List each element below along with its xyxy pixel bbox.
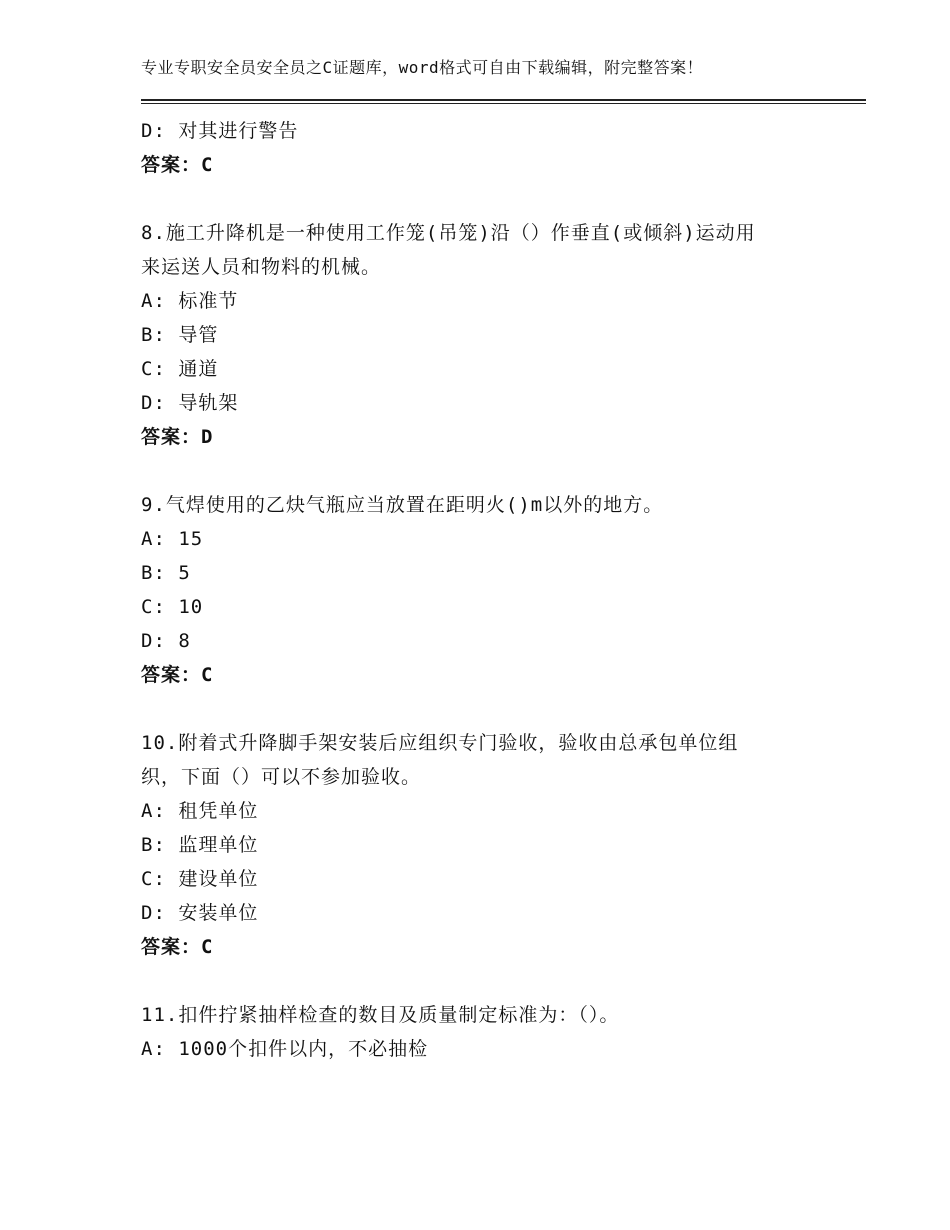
option-c: C: 建设单位 [141,868,259,890]
option-a: A: 15 [141,528,204,550]
question-11 [141,998,841,1066]
question-stem: 10.附着式升降脚手架安装后应组织专门验收，验收由总承包单位组 [141,732,739,754]
page-header: 专业专职安全员安全员之C证题库，word格式可自由下载编辑，附完整答案！ [141,58,704,77]
question-10 [141,726,841,964]
answer-label: 答案：D [141,426,214,448]
question-stem: 9.气焊使用的乙炔气瓶应当放置在距明火()m以外的地方。 [141,494,664,516]
option-d: D: 8 [141,630,191,652]
question-stem-continued: 织，下面（）可以不参加验收。 [141,766,422,788]
option-b: B: 导管 [141,324,219,346]
question-9 [141,488,841,692]
answer-label: 答案：C [141,154,214,176]
question-content [141,114,841,1066]
spacer [141,964,841,998]
option-c: C: 10 [141,596,204,618]
spacer [141,692,841,726]
question-8 [141,216,841,454]
option-a: A: 租凭单位 [141,800,259,822]
spacer [141,182,841,216]
header-rule-thick [141,99,866,101]
option-b: B: 5 [141,562,191,584]
question-stem: 8.施工升降机是一种使用工作笼(吊笼)沿（）作垂直(或倾斜)运动用 [141,222,756,244]
option-c: C: 通道 [141,358,219,380]
question-stem: 11.扣件拧紧抽样检查的数目及质量制定标准为：（）。 [141,1004,620,1026]
option-d: D: 对其进行警告 [141,120,299,142]
question-stem-continued: 来运送人员和物料的机械。 [141,256,382,278]
option-a: A: 1000个扣件以内，不必抽检 [141,1038,429,1060]
option-a: A: 标准节 [141,290,239,312]
answer-label: 答案：C [141,664,214,686]
header-rule-thin [141,103,866,104]
spacer [141,454,841,488]
option-d: D: 导轨架 [141,392,239,414]
answer-label: 答案：C [141,936,214,958]
option-d: D: 安装单位 [141,902,259,924]
option-b: B: 监理单位 [141,834,259,856]
